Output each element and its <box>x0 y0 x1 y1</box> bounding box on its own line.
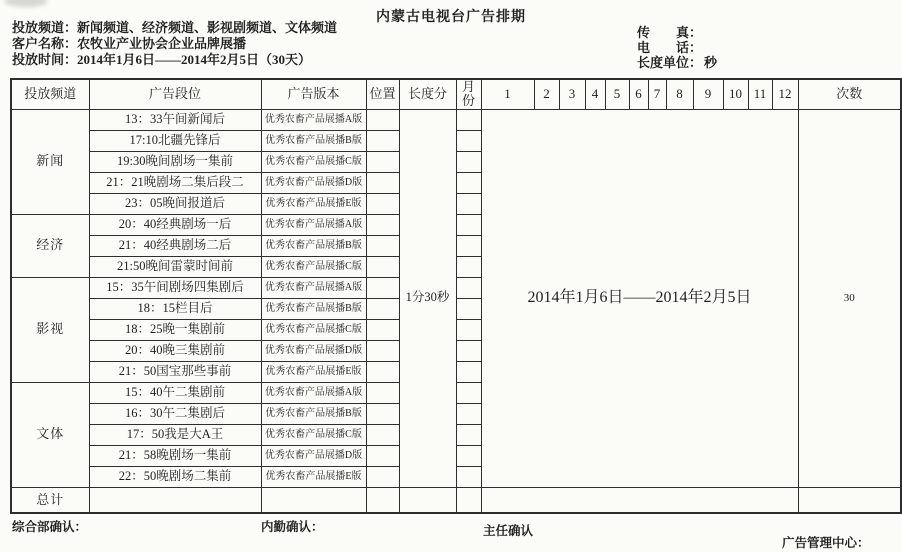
info-line-unit <box>637 55 717 70</box>
month-cell <box>456 424 481 445</box>
channel-cell-film: 影视 <box>11 277 89 382</box>
slot-cell: 20：40晚三集剧前 <box>89 340 261 361</box>
slot-cell: 23：05晚间报道后 <box>89 193 261 214</box>
info-line-fax <box>637 25 717 40</box>
col-header-month-3: 3 <box>559 79 585 109</box>
col-header-month-11: 11 <box>748 79 772 109</box>
slot-cell: 17：50我是大A王 <box>89 424 261 445</box>
month-cell <box>456 361 481 382</box>
slot-cell: 17:10北疆先锋后 <box>89 130 261 151</box>
total-version-cell <box>261 487 366 513</box>
month-cell <box>456 214 481 235</box>
col-header-month-1: 1 <box>481 79 534 109</box>
table-header-row <box>11 79 901 109</box>
info-label-unit: 长度单位： <box>637 55 703 70</box>
version-cell: 优秀农畜产品展播A版 <box>261 214 366 235</box>
month-cell <box>456 256 481 277</box>
position-cell <box>366 193 399 214</box>
month-cell <box>456 277 481 298</box>
total-label-cell: 总计 <box>11 487 89 513</box>
total-month-cell <box>456 487 481 513</box>
col-header-channel: 投放频道 <box>11 79 89 109</box>
position-cell <box>366 403 399 424</box>
info-line-period <box>12 52 337 68</box>
month-cell <box>456 382 481 403</box>
version-cell: 优秀农畜产品展播B版 <box>261 403 366 424</box>
col-header-month-7: 7 <box>648 79 666 109</box>
month-cell <box>456 466 481 487</box>
slot-cell: 15：40午二集剧前 <box>89 382 261 403</box>
total-slot-cell <box>89 487 261 513</box>
position-cell <box>366 382 399 403</box>
info-line-phone <box>637 40 717 55</box>
col-header-month-5: 5 <box>605 79 629 109</box>
version-cell: 优秀农畜产品展播C版 <box>261 151 366 172</box>
slot-cell: 19:30晚间剧场一集前 <box>89 151 261 172</box>
total-duration-cell <box>399 487 456 513</box>
position-cell <box>366 361 399 382</box>
col-header-month-12: 12 <box>772 79 798 109</box>
month-cell <box>456 193 481 214</box>
slot-cell: 21：21晚剧场二集后段二 <box>89 172 261 193</box>
info-label-client: 客户名称： <box>12 36 78 51</box>
version-cell: 优秀农畜产品展播E版 <box>261 466 366 487</box>
version-cell: 优秀农畜产品展播B版 <box>261 130 366 151</box>
dept-confirm-label: 综合部确认： <box>12 520 88 534</box>
info-line-client <box>12 36 337 52</box>
info-label-fax: 传 真： <box>637 25 703 40</box>
position-cell <box>366 277 399 298</box>
col-header-month-8: 8 <box>666 79 693 109</box>
col-header-duration: 长度分 <box>399 79 456 109</box>
version-cell: 优秀农畜产品展播C版 <box>261 256 366 277</box>
total-position-cell <box>366 487 399 513</box>
page-title: 内蒙古电视台广告排期 <box>376 10 526 25</box>
info-value-channels: 新闻频道、经济频道、影视剧频道、文体频道 <box>77 20 338 35</box>
slot-cell: 16：30午二集剧后 <box>89 403 261 424</box>
info-label-channels: 投放频道： <box>12 20 78 35</box>
version-cell: 优秀农畜产品展播B版 <box>261 298 366 319</box>
total-row <box>11 487 901 513</box>
month-cell <box>456 151 481 172</box>
slot-cell: 21:50晚间雷蒙时间前 <box>89 256 261 277</box>
slot-cell: 22：50晚剧场二集前 <box>89 466 261 487</box>
channel-cell-culture: 文体 <box>11 382 89 487</box>
position-cell <box>366 235 399 256</box>
total-months-merged-cell <box>481 487 798 513</box>
version-cell: 优秀农畜产品展播D版 <box>261 172 366 193</box>
col-header-slot: 广告段位 <box>89 79 261 109</box>
position-cell <box>366 340 399 361</box>
month-cell <box>456 172 481 193</box>
col-header-position: 位置 <box>366 79 399 109</box>
month-cell <box>456 445 481 466</box>
col-header-month-4: 4 <box>585 79 605 109</box>
channel-cell-economy: 经济 <box>11 214 89 277</box>
table-row <box>11 109 901 130</box>
version-cell: 优秀农畜产品展播A版 <box>261 109 366 130</box>
month-cell <box>456 298 481 319</box>
position-cell <box>366 214 399 235</box>
slot-cell: 21：50国宝那些事前 <box>89 361 261 382</box>
col-header-version: 广告版本 <box>261 79 366 109</box>
slot-cell: 18：25晚一集剧前 <box>89 319 261 340</box>
position-cell <box>366 319 399 340</box>
date-range-merged-cell: 2014年1月6日——2014年2月5日 <box>481 109 798 487</box>
version-cell: 优秀农畜产品展播A版 <box>261 277 366 298</box>
month-cell <box>456 130 481 151</box>
month-cell <box>456 319 481 340</box>
version-cell: 优秀农畜产品展播D版 <box>261 340 366 361</box>
header-info-left <box>12 20 337 68</box>
info-value-period: 2014年1月6日——2014年2月5日（30天） <box>77 52 312 67</box>
schedule-table <box>10 78 902 514</box>
month-cell <box>456 340 481 361</box>
header-info-right <box>637 25 717 70</box>
position-cell <box>366 445 399 466</box>
slot-cell: 15：35午间剧场四集剧后 <box>89 277 261 298</box>
internal-confirm-label: 内勤确认： <box>261 520 324 534</box>
col-header-month-6: 6 <box>629 79 648 109</box>
position-cell <box>366 424 399 445</box>
position-cell <box>366 256 399 277</box>
director-confirm-label: 主任确认 <box>483 524 534 538</box>
ad-center-label: 广告管理中心： <box>782 536 870 550</box>
info-value-client: 农牧业产业协会企业品牌展播 <box>77 36 247 51</box>
slot-cell: 21：40经典剧场二后 <box>89 235 261 256</box>
total-count-cell <box>798 487 901 513</box>
col-header-month-10: 10 <box>723 79 748 109</box>
month-cell <box>456 109 481 130</box>
info-line-channels <box>12 20 337 36</box>
duration-merged-cell: 1分30秒 <box>399 109 456 487</box>
position-cell <box>366 172 399 193</box>
position-cell <box>366 151 399 172</box>
slot-cell: 20：40经典剧场一后 <box>89 214 261 235</box>
version-cell: 优秀农畜产品展播A版 <box>261 382 366 403</box>
channel-cell-news: 新闻 <box>11 109 89 214</box>
col-header-count: 次数 <box>798 79 901 109</box>
col-header-month-9: 9 <box>693 79 723 109</box>
col-header-month-2: 2 <box>534 79 559 109</box>
slot-cell: 13：33午间新闻后 <box>89 109 261 130</box>
count-merged-cell: 30 <box>798 109 901 487</box>
month-cell <box>456 403 481 424</box>
position-cell <box>366 466 399 487</box>
version-cell: 优秀农畜产品展播C版 <box>261 319 366 340</box>
version-cell: 优秀农畜产品展播C版 <box>261 424 366 445</box>
version-cell: 优秀农畜产品展播E版 <box>261 361 366 382</box>
info-value-unit: 秒 <box>704 55 718 70</box>
col-header-month: 月份 <box>456 79 481 109</box>
version-cell: 优秀农畜产品展播D版 <box>261 445 366 466</box>
info-label-phone: 电 话： <box>637 40 703 55</box>
version-cell: 优秀农畜产品展播E版 <box>261 193 366 214</box>
position-cell <box>366 130 399 151</box>
slot-cell: 21：58晚剧场一集前 <box>89 445 261 466</box>
position-cell <box>366 109 399 130</box>
info-label-period: 投放时间： <box>12 52 78 67</box>
position-cell <box>366 298 399 319</box>
slot-cell: 18：15栏目后 <box>89 298 261 319</box>
month-cell <box>456 235 481 256</box>
version-cell: 优秀农畜产品展播B版 <box>261 235 366 256</box>
